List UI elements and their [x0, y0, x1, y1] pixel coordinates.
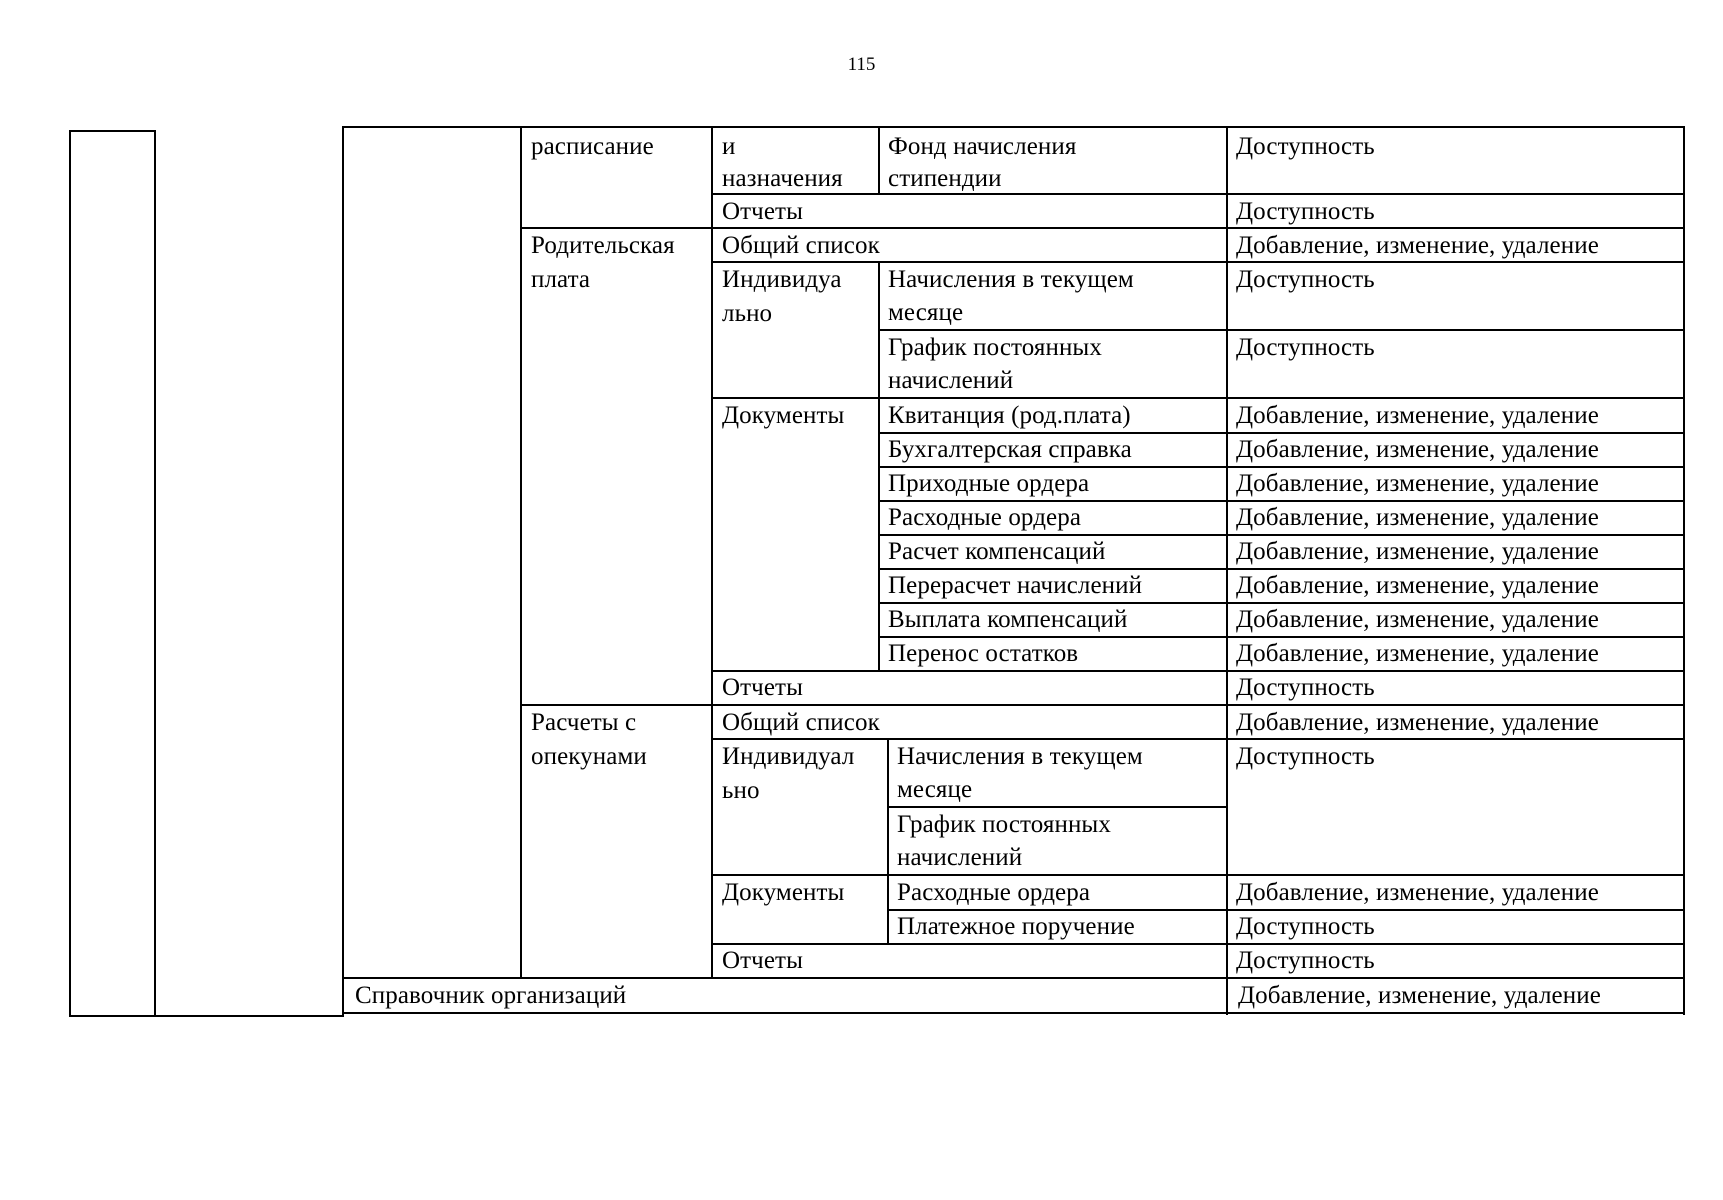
grid-line [711, 943, 1685, 945]
cell-text: месяце [897, 776, 973, 803]
cell-access: Доступность [1236, 266, 1375, 293]
grid-line [69, 1015, 344, 1017]
cell-text: График постоянных [897, 811, 1111, 838]
cell-text: Начисления в текущем [897, 743, 1143, 770]
section-label: Справочник организаций [355, 982, 627, 1009]
doc-access: Добавление, изменение, удаление [1236, 879, 1599, 906]
grid-line [887, 740, 889, 945]
cell-access: Доступность [1236, 334, 1375, 361]
cell-text: Документы [722, 402, 845, 429]
cell-access: Доступность [1236, 133, 1375, 160]
cell-text: расписание [531, 133, 654, 160]
doc-name: Перерасчет начислений [888, 572, 1143, 599]
doc-access: Добавление, изменение, удаление [1236, 436, 1599, 463]
cell-text: назначения [722, 165, 843, 192]
cell-text: Общий список [722, 709, 880, 736]
grid-line [342, 1012, 1685, 1014]
doc-name: Приходные ордера [888, 470, 1090, 497]
cell-access: Доступность [1236, 674, 1375, 701]
section-label: опекунами [531, 743, 647, 770]
cell-text: стипендии [888, 165, 1002, 192]
doc-name: Расходные ордера [897, 879, 1091, 906]
cell-text: месяце [888, 299, 964, 326]
grid-line [711, 193, 1685, 195]
doc-name: Расходные ордера [888, 504, 1082, 531]
doc-access: Добавление, изменение, удаление [1236, 606, 1599, 633]
doc-access: Добавление, изменение, удаление [1236, 572, 1599, 599]
grid-line [342, 127, 344, 1015]
cell-access: Добавление, изменение, удаление [1236, 709, 1599, 736]
doc-access: Доступность [1236, 913, 1375, 940]
doc-name: Бухгалтерская справка [888, 436, 1132, 463]
grid-line [711, 670, 1685, 672]
doc-access: Добавление, изменение, удаление [1236, 402, 1599, 429]
doc-name: Выплата компенсаций [888, 606, 1128, 633]
cell-access: Доступность [1236, 743, 1375, 770]
cell-text: Отчеты [722, 198, 803, 225]
section-label: плата [531, 266, 591, 293]
cell-text: Начисления в текущем [888, 266, 1134, 293]
grid-line [69, 130, 71, 1017]
section-label: Родительская [531, 232, 675, 259]
doc-access: Добавление, изменение, удаление [1236, 504, 1599, 531]
grid-line [342, 126, 1685, 128]
doc-name: Перенос остатков [888, 640, 1079, 667]
cell-text: Отчеты [722, 947, 803, 974]
cell-text: Отчеты [722, 674, 803, 701]
grid-line [878, 127, 880, 194]
cell-text: начислений [888, 367, 1014, 394]
cell-text: Фонд начисления [888, 133, 1077, 160]
grid-line [711, 127, 713, 979]
doc-name: Квитанция (род.плата) [888, 402, 1131, 429]
cell-text: и [722, 133, 736, 160]
doc-access: Добавление, изменение, удаление [1236, 538, 1599, 565]
cell-text: Индивидуа [722, 266, 842, 293]
cell-access: Доступность [1236, 198, 1375, 225]
grid-line [520, 127, 522, 979]
cell-text: График постоянных [888, 334, 1102, 361]
cell-text: Индивидуал [722, 743, 855, 770]
cell-text: начислений [897, 844, 1023, 871]
page-number: 115 [847, 54, 876, 75]
doc-name: Платежное поручение [897, 913, 1135, 940]
grid-line [154, 130, 156, 1017]
grid-line [69, 130, 156, 132]
cell-access: Добавление, изменение, удаление [1236, 232, 1599, 259]
cell-access: Добавление, изменение, удаление [1238, 982, 1601, 1009]
cell-text: ьно [722, 777, 760, 804]
cell-text: Документы [722, 879, 845, 906]
cell-text: льно [722, 300, 773, 327]
section-label: Расчеты с [531, 709, 637, 736]
cell-access: Доступность [1236, 947, 1375, 974]
doc-access: Добавление, изменение, удаление [1236, 470, 1599, 497]
doc-name: Расчет компенсаций [888, 538, 1106, 565]
cell-text: Общий список [722, 232, 880, 259]
doc-access: Добавление, изменение, удаление [1236, 640, 1599, 667]
